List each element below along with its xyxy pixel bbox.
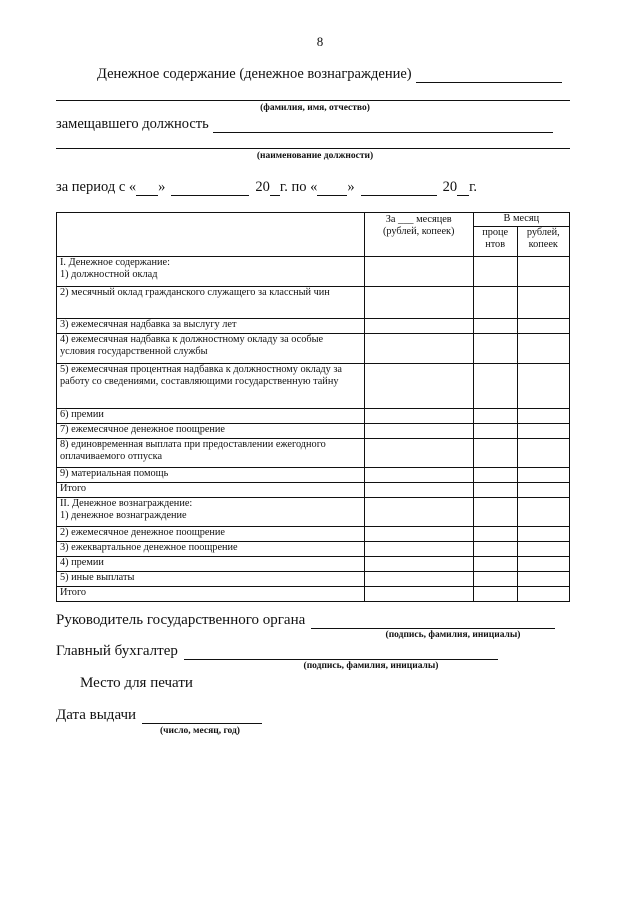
page-number: 8	[316, 34, 324, 49]
row-label-cell: II. Денежное вознаграждение: 1) денежное вознаграждение	[57, 498, 365, 527]
period-row	[56, 179, 477, 196]
date-fill-line	[142, 709, 262, 724]
table-header-row-1	[57, 213, 570, 227]
period-year-prefix: 20	[255, 179, 270, 195]
head-signature-line	[311, 614, 555, 629]
document-title: Денежное содержание (денежное вознаграждение)	[97, 66, 412, 82]
percent-value-cell[interactable]	[473, 498, 517, 527]
table-row	[57, 334, 570, 364]
percent-value-cell[interactable]	[473, 572, 517, 587]
head-label: Руководитель государственного органа	[56, 612, 306, 628]
date-label: Дата выдачи	[56, 707, 137, 723]
table-row	[57, 587, 570, 602]
row-label-cell: 5) иные выплаты	[57, 572, 365, 587]
salary-table	[56, 212, 570, 602]
accountant-row	[56, 643, 498, 660]
row-label-cell: 3) ежеквартальное денежное поощрение	[57, 542, 365, 557]
rubles-value-cell[interactable]	[517, 483, 569, 498]
row-label-cell: 3) ежемесячная надбавка за выслугу лет	[57, 319, 365, 334]
rubles-value-cell[interactable]	[517, 257, 569, 287]
date-caption: (число, месяц, год)	[160, 726, 240, 736]
rubles-value-cell[interactable]	[517, 542, 569, 557]
header-month-cell: В месяц	[473, 213, 569, 227]
period-year-suffix: г. по «	[279, 179, 318, 195]
rubles-value-cell[interactable]	[517, 334, 569, 364]
table-row	[57, 557, 570, 572]
row-label-cell: Итого	[57, 483, 365, 498]
header-rubles-cell: рублей, копеек	[517, 227, 569, 257]
table-row	[57, 468, 570, 483]
rubles-value-cell[interactable]	[517, 364, 569, 409]
row-label-cell: I. Денежное содержание: 1) должностной оклад	[57, 257, 365, 287]
fio-line	[56, 100, 570, 101]
rubles-value-cell[interactable]	[517, 319, 569, 334]
row-label-cell: 9) материальная помощь	[57, 468, 365, 483]
title-fill-line	[416, 68, 562, 83]
period-value-cell[interactable]	[364, 334, 473, 364]
row-label-cell: 5) ежемесячная процентная надбавка к должностному окладу за работу со сведениями, составляющими государственную тайну	[57, 364, 365, 409]
percent-value-cell[interactable]	[473, 334, 517, 364]
title-row	[97, 66, 562, 83]
period-value-cell[interactable]	[364, 364, 473, 409]
table-body	[57, 257, 570, 602]
percent-value-cell[interactable]	[473, 319, 517, 334]
period-from-prefix: за период с «	[56, 179, 137, 195]
stamp-row	[80, 675, 193, 692]
row-label-cell: 7) ежемесячное денежное поощрение	[57, 424, 365, 439]
rubles-value-cell[interactable]	[517, 409, 569, 424]
position-row	[56, 116, 553, 133]
percent-value-cell[interactable]	[473, 257, 517, 287]
position-fill-line	[213, 118, 553, 133]
head-row	[56, 612, 555, 629]
period-value-cell[interactable]	[364, 468, 473, 483]
period-from-month-blank	[171, 182, 249, 196]
percent-value-cell[interactable]	[473, 364, 517, 409]
position-line-2	[56, 148, 570, 149]
stamp-label: Место для печати	[80, 675, 193, 691]
row-label-cell: Итого	[57, 587, 365, 602]
period-from-year-blank	[270, 182, 280, 196]
table-row	[57, 364, 570, 409]
period-end-suffix: г.	[469, 179, 478, 195]
position-caption: (наименование должности)	[256, 151, 374, 161]
rubles-value-cell[interactable]	[517, 527, 569, 542]
rubles-value-cell[interactable]	[517, 287, 569, 319]
table-row	[57, 257, 570, 287]
table-row	[57, 527, 570, 542]
period-value-cell[interactable]	[364, 409, 473, 424]
table-row	[57, 424, 570, 439]
rubles-value-cell[interactable]	[517, 557, 569, 572]
table-row	[57, 498, 570, 527]
period-value-cell[interactable]	[364, 572, 473, 587]
table-row	[57, 287, 570, 319]
percent-value-cell[interactable]	[473, 483, 517, 498]
row-label-cell: 8) единовременная выплата при предоставлении ежегодного оплачиваемого отпуска	[57, 439, 365, 468]
table-row	[57, 542, 570, 557]
period-to-year-blank	[457, 182, 469, 196]
table-row	[57, 409, 570, 424]
header-name-cell	[57, 213, 365, 257]
accountant-signature-line	[184, 645, 498, 660]
row-label-cell: 4) ежемесячная надбавка к должностному окладу за особые условия государственной службы	[57, 334, 365, 364]
period-from-day-blank	[136, 182, 158, 196]
period-value-cell[interactable]	[364, 257, 473, 287]
period-end-year-prefix: 20	[442, 179, 458, 195]
head-caption: (подпись, фамилия, инициалы)	[385, 630, 521, 640]
percent-value-cell[interactable]	[473, 439, 517, 468]
period-value-cell[interactable]	[364, 498, 473, 527]
row-label-cell: 2) месячный оклад гражданского служащего за классный чин	[57, 287, 365, 319]
row-label-cell: 6) премии	[57, 409, 365, 424]
row-label-cell: 2) ежемесячное денежное поощрение	[57, 527, 365, 542]
percent-value-cell[interactable]	[473, 287, 517, 319]
header-period-cell: За ___ месяцев (рублей, копеек)	[364, 213, 473, 257]
percent-value-cell[interactable]	[473, 557, 517, 572]
percent-value-cell[interactable]	[473, 527, 517, 542]
percent-value-cell[interactable]	[473, 424, 517, 439]
rubles-value-cell[interactable]	[517, 572, 569, 587]
rubles-value-cell[interactable]	[517, 498, 569, 527]
header-percent-cell: проце нтов	[473, 227, 517, 257]
row-label-cell: 4) премии	[57, 557, 365, 572]
period-value-cell[interactable]	[364, 527, 473, 542]
period-to-day-blank	[317, 182, 347, 196]
rubles-value-cell[interactable]	[517, 468, 569, 483]
percent-value-cell[interactable]	[473, 409, 517, 424]
period-value-cell[interactable]	[364, 287, 473, 319]
period-value-cell[interactable]	[364, 542, 473, 557]
accountant-caption: (подпись, фамилия, инициалы)	[303, 661, 439, 671]
table-row	[57, 483, 570, 498]
period-value-cell[interactable]	[364, 557, 473, 572]
period-value-cell[interactable]	[364, 439, 473, 468]
period-value-cell[interactable]	[364, 319, 473, 334]
period-value-cell[interactable]	[364, 483, 473, 498]
period-value-cell[interactable]	[364, 424, 473, 439]
position-label: замещавшего должность	[56, 116, 209, 132]
rubles-value-cell[interactable]	[517, 439, 569, 468]
table-row	[57, 572, 570, 587]
percent-value-cell[interactable]	[473, 468, 517, 483]
percent-value-cell[interactable]	[473, 542, 517, 557]
period-quote-close-1: »	[158, 179, 166, 195]
rubles-value-cell[interactable]	[517, 587, 569, 602]
rubles-value-cell[interactable]	[517, 424, 569, 439]
date-row	[56, 707, 262, 724]
table-row	[57, 439, 570, 468]
percent-value-cell[interactable]	[473, 587, 517, 602]
accountant-label: Главный бухгалтер	[56, 643, 178, 659]
period-quote-close-2: »	[347, 179, 355, 195]
fio-caption: (фамилия, имя, отчество)	[260, 103, 370, 113]
period-to-month-blank	[361, 182, 437, 196]
period-value-cell[interactable]	[364, 587, 473, 602]
table-row	[57, 319, 570, 334]
